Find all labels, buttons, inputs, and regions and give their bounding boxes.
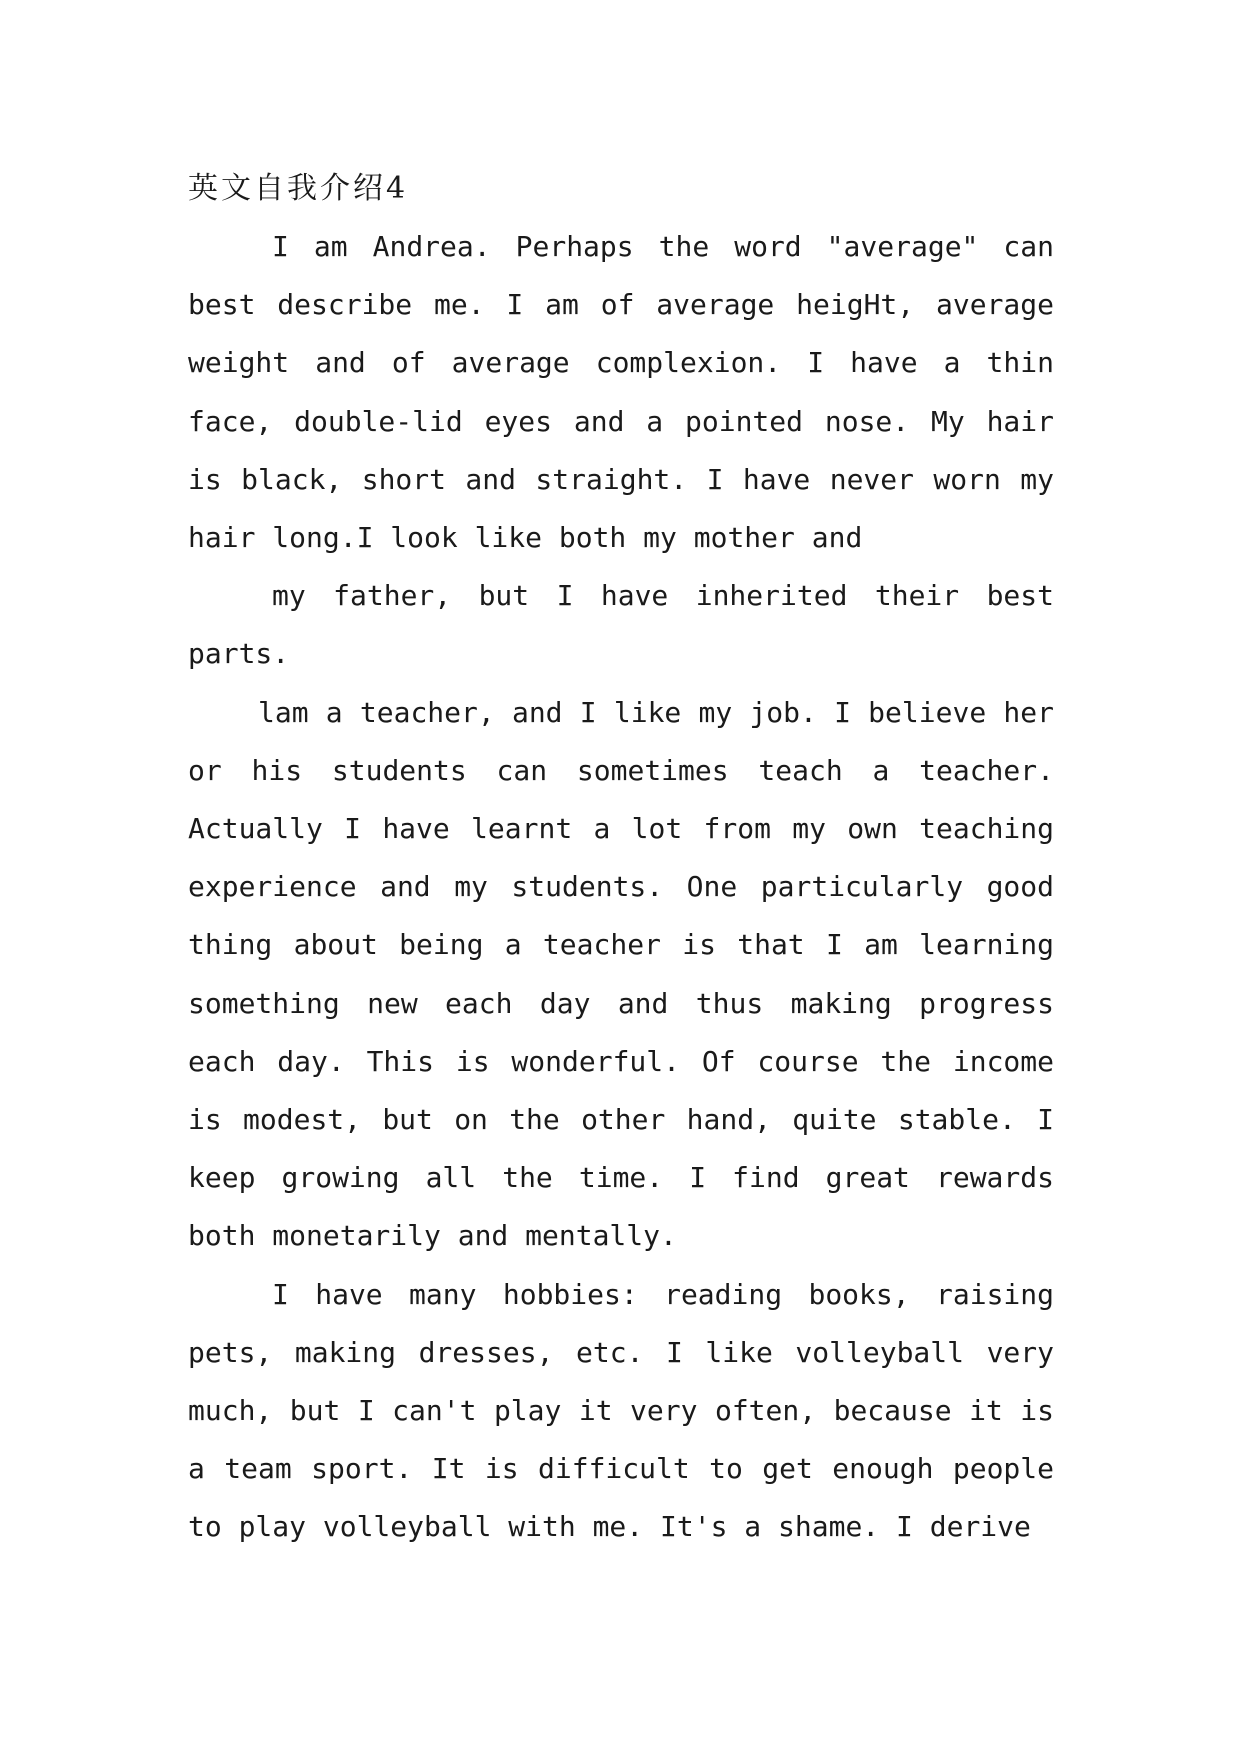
paragraph-intro: I am Andrea. Perhaps the word "average" can best describe me. I am of average heigHt, average weight and of average complexion. I have a thin face, double-lid eyes and a pointed nose. My hair is black, short and straight. I have never worn my hair long.I look like both my mother and [188, 230, 1054, 555]
document-title: 英文自我介绍4 [188, 171, 409, 206]
paragraph-parents: my father, but I have inherited their best parts. [188, 579, 1054, 671]
paragraph-job: lam a teacher, and I like my job. I believe her or his students can sometimes teach a teacher. Actually I have learnt a lot from my own teaching experience and my students. One particularly good thing about being a teacher is that I am learning something new each day and thus making progress each day. This is wonderful. Of course the income is modest, but on the other hand, quite stable. I keep growing all the time. I find great rewards both monetarily and mentally. [188, 695, 1054, 1253]
paragraph-hobbies: I have many hobbies: reading books, raising pets, making dresses, etc. I like volleyball very much, but I can't play it very often, because it is a team sport. It is difficult to get enough people to play volleyball with me. It's a shame. I derive [188, 1277, 1054, 1544]
document-body [188, 160, 1054, 1557]
